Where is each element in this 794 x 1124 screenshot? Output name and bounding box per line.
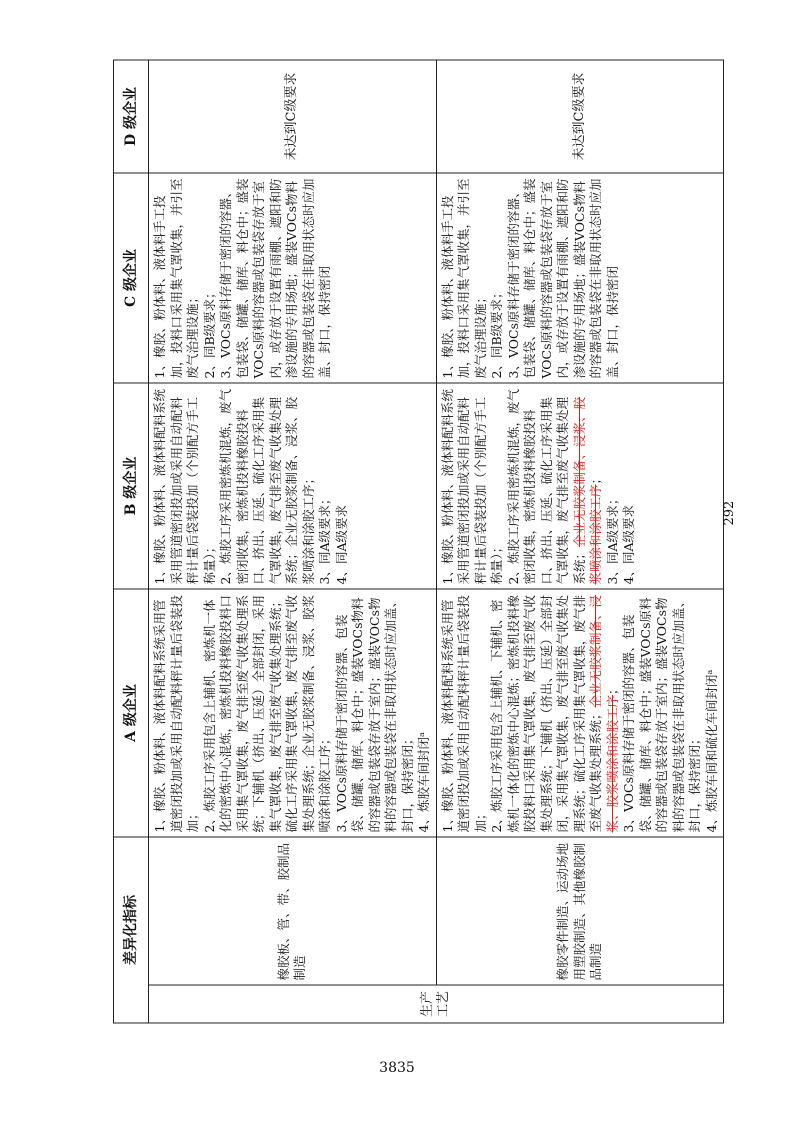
- row2-a-item: [704, 594, 721, 833]
- header-d-level: D 级企业: [114, 60, 149, 173]
- row2-c-item: 3、VOCs原料存储于密闭的容器、包装袋、储罐、储库、料仓中；盛装VOCs原料的容器或包装袋存放于室内，或存放于设置有雨棚、遮阳和防渗设施的专用场地；盛装VOCs物料的容器或包装袋在非取用状态时应加盖、封口，保持密闭: [505, 178, 620, 379]
- row2-b-item: [440, 388, 506, 585]
- row2-b-item: [605, 388, 622, 585]
- row2-a-item: [440, 594, 490, 833]
- row2-b-text: ；: [588, 471, 603, 485]
- inner-page-number: 292: [722, 500, 737, 526]
- row2-c-item: 2、同B级要求；: [489, 286, 504, 379]
- header-b-level: B 级企业: [114, 383, 149, 589]
- row2-b-text: 2、炼胶工序采用密炼机混炼，废气密闭收集，密炼机投料橡胶投料口、挤出、压延、硫化工序采用集气罩收集，废气排至废气收集处理系统；: [505, 389, 587, 585]
- header-a-level: A 级企业: [114, 589, 149, 837]
- row1-b-item: 2、炼胶工序采用密炼机混炼，废气密闭收集，密炼机投料橡胶投料口、挤出、压延、硫化工序采用集气罩收集，废气排至废气收集处理系统；企业无胶浆制备、浸浆、胶浆喷涂和涂胶工序；: [218, 389, 316, 585]
- struck-text: 企业无胶浆制备、浸浆、胶浆喷涂和涂胶工序: [588, 594, 620, 833]
- header-indicator: 差异化指标: [114, 837, 149, 1023]
- row2-c-item: 1、橡胶、粉体料、液体料手工投加，投料口采用集气罩收集，并引至废气治理设施；: [439, 178, 488, 379]
- row1-c-cell: [149, 173, 437, 383]
- row1-a-cell: [149, 589, 437, 837]
- row2-a-item: [621, 594, 704, 833]
- row1-c-item: 2、同B级要求；: [201, 286, 217, 379]
- outer-page-number: 3835: [379, 1060, 415, 1076]
- row2-b-item: [621, 388, 638, 585]
- row2-a-text: 1、橡胶、粉体料、液体料配料系统采用管道密闭投加或采用自动配料秤计量后袋装投加；: [439, 594, 488, 833]
- row1-category: 橡胶板、管、带、胶制品制造: [149, 837, 437, 985]
- row1-c-item: 1、橡胶、粉体料、液体料手工投加，投料口采用集气罩收集，并引至废气治理设施；: [152, 178, 200, 379]
- row1-a-item: 1、橡胶、粉体料、液体料配料系统采用管道密闭投加或采用自动配料秤计量后袋装投加；: [152, 594, 200, 833]
- table-header-row: [114, 60, 149, 1023]
- row1-b-cell: [149, 383, 437, 589]
- row2-a-text: 2、炼胶工序采用包含上辅机、下辅机、密炼机一体化的密炼中心混炼；密炼机投料橡胶投料口采用集气罩收集，废气排至废气收集处理系统；下辅机（挤出、压延）全部封闭，采用集气罩收集，废气排至废气收集处理系统；硫化工序采用集气罩收集，废气排至废气收集处理系统；: [489, 594, 603, 833]
- row2-category: 橡胶零件制造、运动场地用塑胶制造、其他橡胶制品制造: [436, 837, 724, 985]
- row2-a-item: [489, 594, 621, 833]
- row1-b-item: 4、同A级要求: [333, 505, 349, 585]
- row2-c-cell: [436, 173, 724, 383]
- row1-a-item: 3、VOCs原料存储于密闭的容器、包装袋、储罐、储库、料仓中；盛装VOCs物料的容器或包装袋存放于室内；盛装VOCs物料的容器或包装袋在非取用状态时应加盖、封口，保持密闭；: [333, 594, 415, 833]
- row1-b-item: 1、橡胶、粉体料、液体料配料系统采用管道密闭投加或采用自动配料秤计量后袋装投加（个别配方手工称量）；: [152, 389, 217, 585]
- row1-a-item: 2、炼胶工序采用包含上辅机、密炼机一体化的密炼中心混炼，密炼机投料橡胶投料口采用集气罩收集，废气排至废气收集处理系统；下辅机（挤出、压延）全部封闭，采用集气罩收集，废气排至废气收集处理系统；硫化工序采用集气罩收集，废气排至废气收集处理系统；企业无胶浆制备、浸浆、胶浆喷涂和涂胶工序；: [201, 594, 332, 833]
- table-row: [436, 60, 724, 1023]
- table-row: [149, 60, 437, 1023]
- rotated-page: [0, 1, 794, 1124]
- struck-text: 企业无胶浆制备、浸浆、胶浆喷涂和涂胶工序: [571, 396, 603, 585]
- row2-b-text: 4、同A级要求: [621, 505, 636, 585]
- row2-a-cell: [436, 589, 724, 837]
- row2-b-text: 1、橡胶、粉体料、液体料配料系统采用管道密闭投加或采用自动配料秤计量后袋装投加（个别配方手工称量）；: [439, 389, 504, 585]
- row1-b-item: 3、同A级要求；: [317, 492, 332, 585]
- row2-a-text: ；: [604, 682, 620, 695]
- row1-a-item: 4、炼胶车间封闭ᵃ: [416, 732, 431, 833]
- header-c-level: C 级企业: [114, 173, 149, 383]
- row1-d-cell: 未达到C级要求: [149, 60, 437, 173]
- row2-b-cell: [436, 383, 724, 589]
- row2-a-text: 3、VOCs原料存储于密闭的容器、包装袋、储罐、储库、料仓中；盛装VOCs原料的容器或包装袋存放于室内；盛装VOCs物料的容器或包装袋在非取用状态时应加盖、封口，保持密闭；: [621, 594, 702, 833]
- row2-b-item: [506, 388, 605, 585]
- row2-a-text: 4、炼胶车间和硫化车间封闭ᵃ: [703, 669, 719, 833]
- indicator-table: [113, 60, 724, 1024]
- category-main: 生产工艺: [149, 985, 724, 1023]
- row1-c-item: 3、VOCs原料存储于密闭的容器、包装袋、储罐、储库、料仓中；盛装VOCs原料的容器或包装袋存放于室内，或存放于设置有雨棚、遮阳和防渗设施的专用场地；盛装VOCs物料的容器或包装袋在非取用状态时应加盖、封口，保持密闭: [218, 178, 332, 379]
- row2-b-text: 3、同A级要求；: [604, 492, 620, 585]
- row2-d-cell: 未达到C级要求: [436, 60, 724, 173]
